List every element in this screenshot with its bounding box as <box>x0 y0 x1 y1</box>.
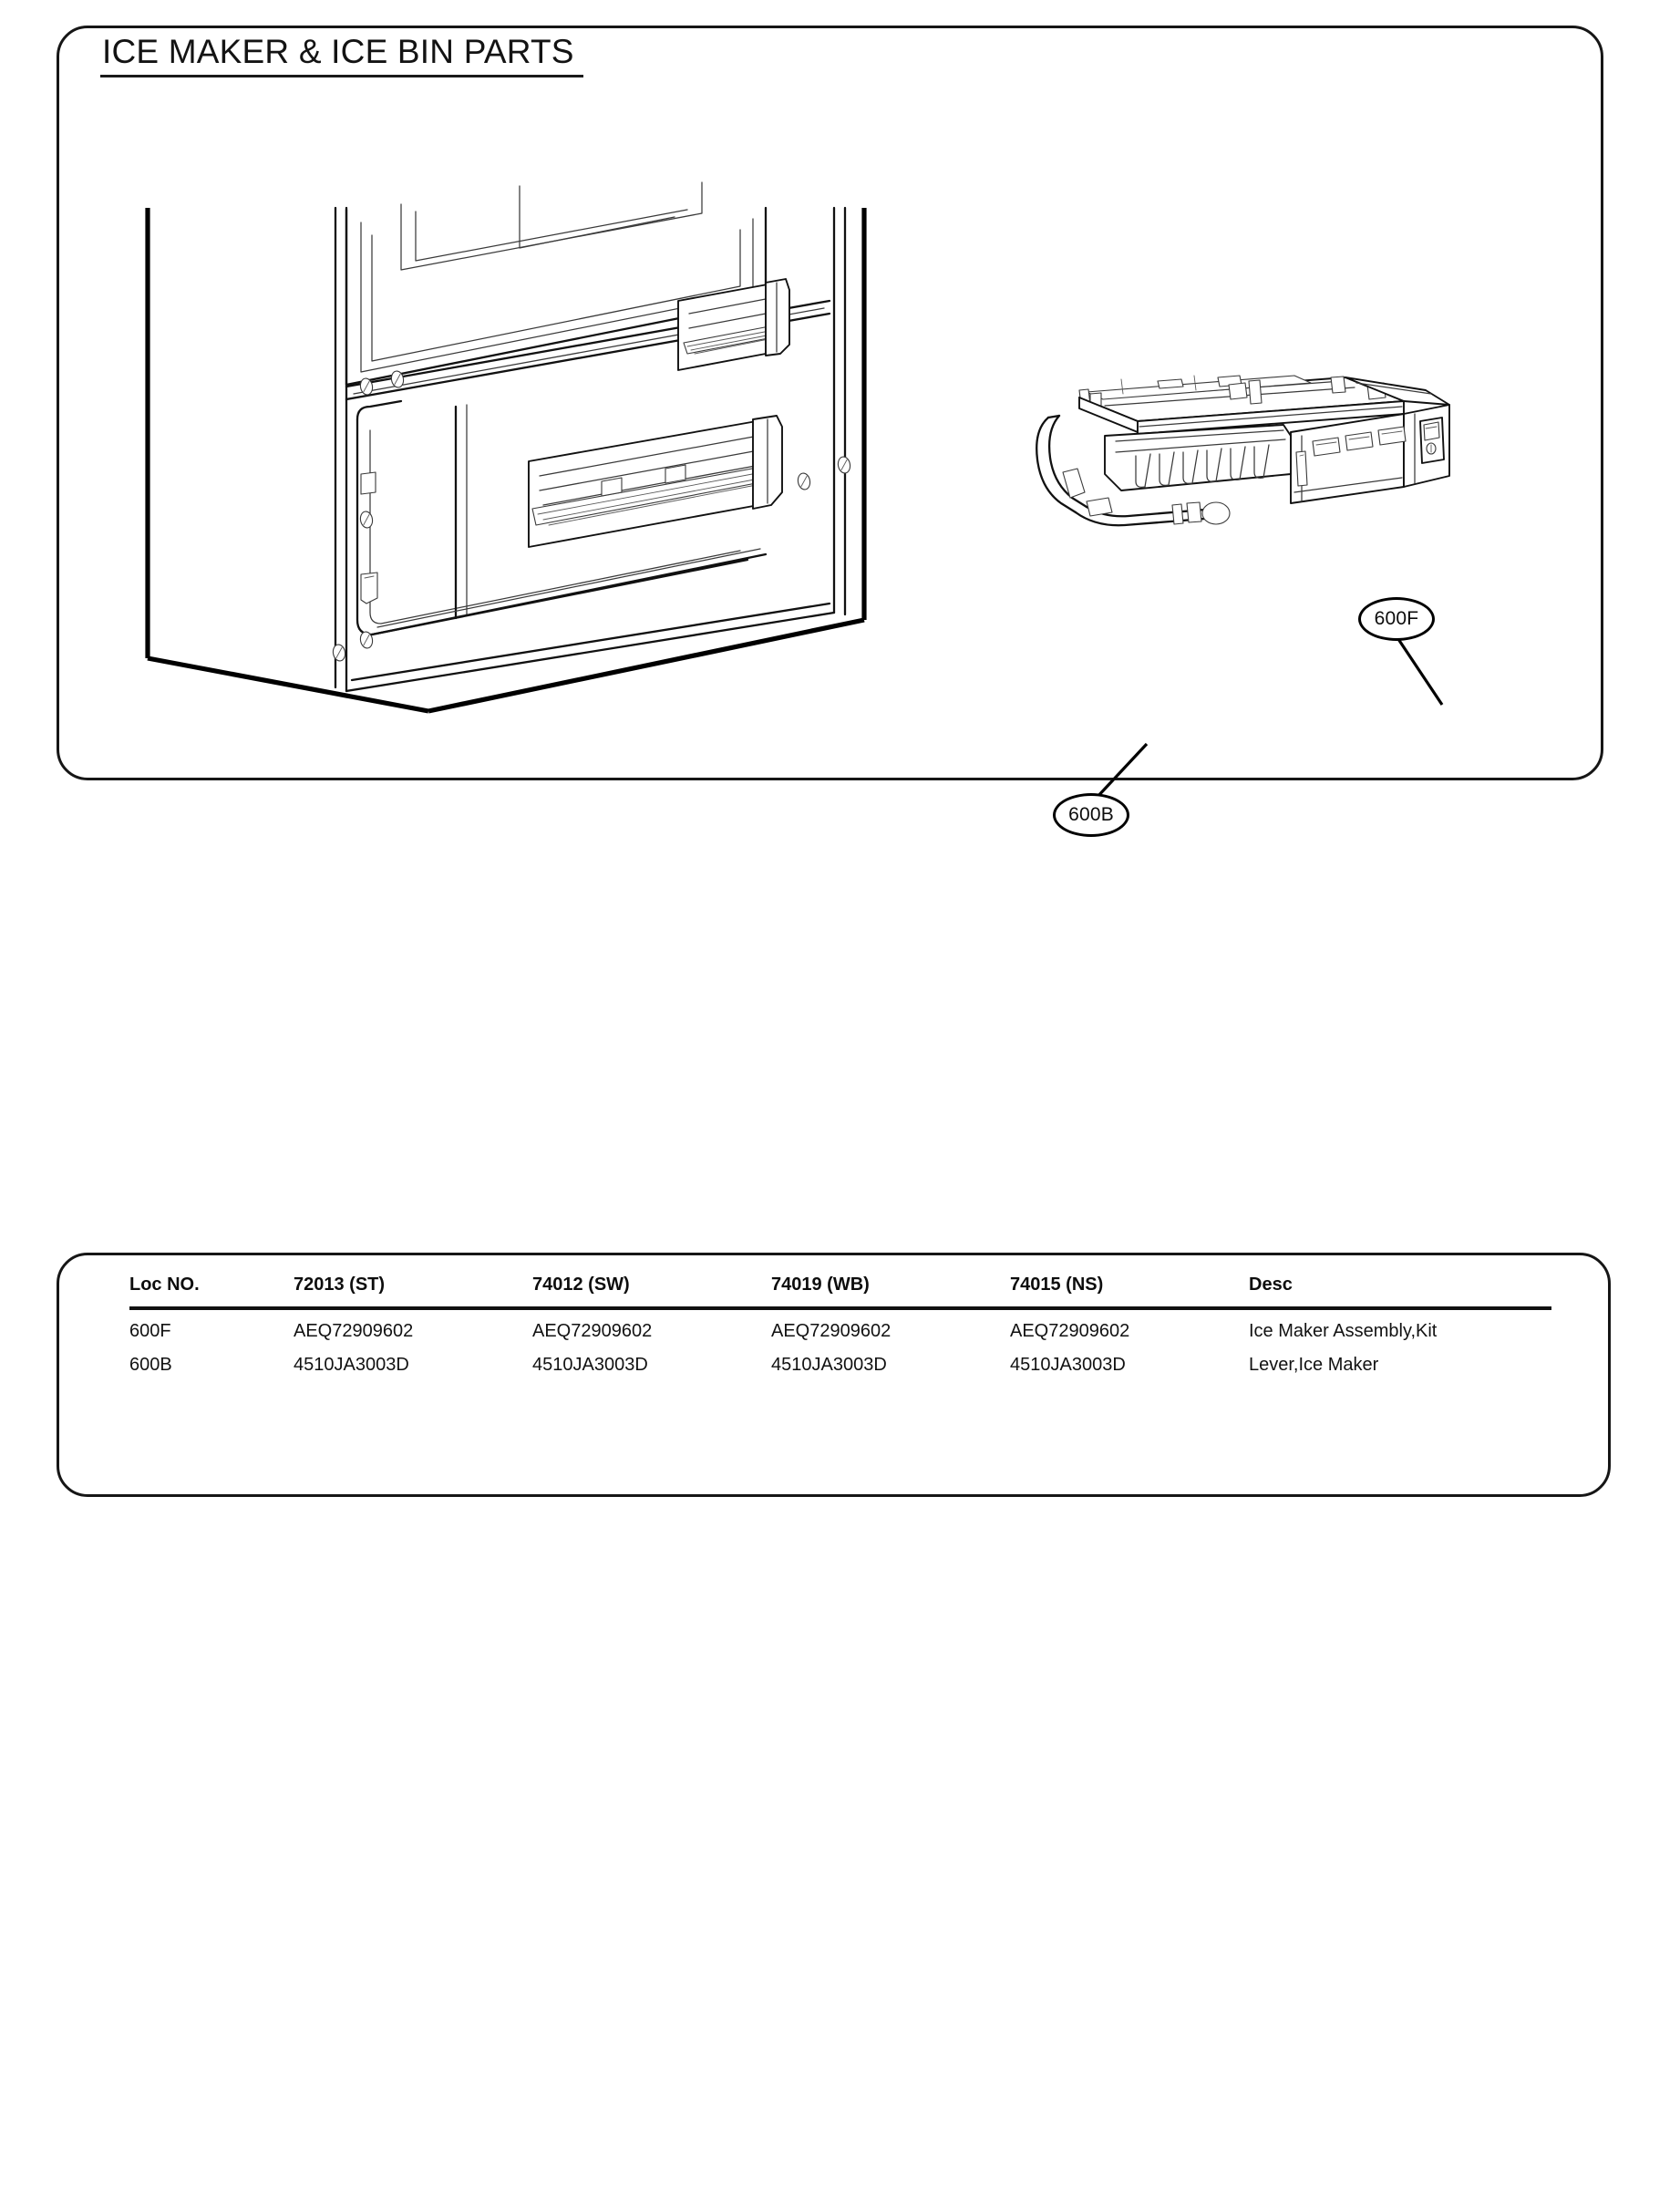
cell-desc: Ice Maker Assembly,Kit <box>1249 1321 1438 1341</box>
cell-loc: 600F <box>129 1321 171 1341</box>
refrigerator-cabinet-drawing <box>128 191 912 647</box>
cell-desc: Lever,Ice Maker <box>1249 1355 1379 1375</box>
callout-600f-label: 600F <box>1374 608 1419 629</box>
cell-loc: 600B <box>129 1355 172 1375</box>
table-row <box>129 1344 1551 1378</box>
table-row <box>129 1308 1551 1344</box>
title-underline-rule <box>100 75 583 77</box>
column-header-72013: 72013 (ST) <box>294 1275 386 1295</box>
cell-72013: 4510JA3003D <box>294 1355 409 1375</box>
callout-600f[interactable] <box>1358 597 1435 641</box>
callout-600b[interactable] <box>1053 793 1129 837</box>
column-header-desc: Desc <box>1249 1275 1293 1295</box>
cell-74019: 4510JA3003D <box>771 1355 887 1375</box>
callout-600b-label: 600B <box>1068 804 1114 825</box>
cell-74015: 4510JA3003D <box>1010 1355 1126 1375</box>
parts-table <box>129 1275 1551 1378</box>
cell-72013: AEQ72909602 <box>294 1321 414 1341</box>
parts-table-container <box>57 1253 1611 1497</box>
page-title: ICE MAKER & ICE BIN PARTS <box>102 33 574 70</box>
cell-74015: AEQ72909602 <box>1010 1321 1130 1341</box>
column-header-74019: 74019 (WB) <box>771 1275 870 1295</box>
cell-74012: 4510JA3003D <box>532 1355 648 1375</box>
column-header-loc: Loc NO. <box>129 1275 200 1295</box>
ice-maker-assembly-drawing <box>1021 365 1586 556</box>
cell-74019: AEQ72909602 <box>771 1321 892 1341</box>
column-header-74015: 74015 (NS) <box>1010 1275 1104 1295</box>
table-header-row <box>129 1275 1551 1308</box>
cell-74012: AEQ72909602 <box>532 1321 653 1341</box>
column-header-74012: 74012 (SW) <box>532 1275 630 1295</box>
